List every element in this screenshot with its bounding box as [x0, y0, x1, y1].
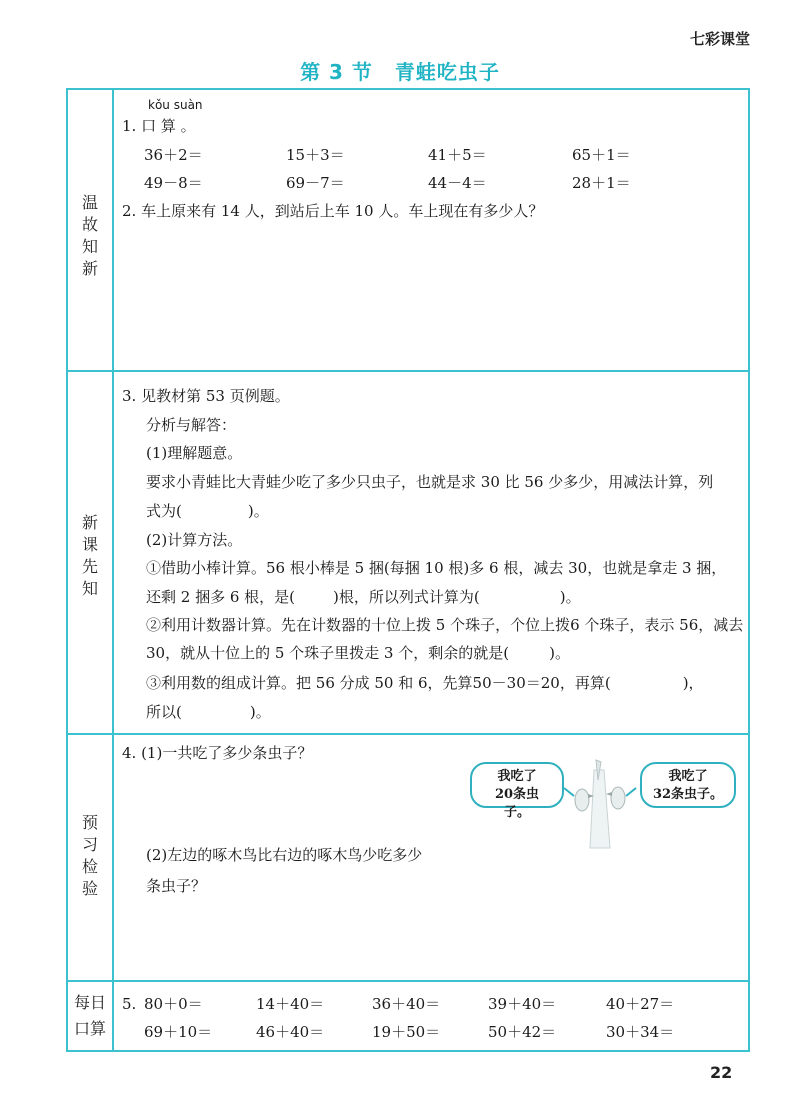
q3-line: ②利用计数器计算。先在计数器的十位上拨 5 个珠子，个位上拨6 个珠子，表示 56，减去: [146, 616, 744, 634]
section-label-preview: 预 习 检 验: [81, 813, 98, 898]
q2-text: 2. 车上原来有 14 人，到站后上车 10 人。车上现在有多少人？: [122, 202, 544, 220]
row-divider-2: [66, 733, 750, 735]
row-divider-1: [66, 370, 750, 372]
q5-item: 46＋40＝: [256, 1023, 325, 1041]
q1-item: 28＋1＝: [572, 174, 631, 192]
q1-item: 65＋1＝: [572, 146, 631, 164]
speech-bubble-left: 我吃了 20条虫子。: [470, 762, 564, 808]
q3-line: 30，就从十位上的 5 个珠子里拨走 3 个，剩余的就是( )。: [146, 644, 570, 662]
q3-line: 还剩 2 捆多 6 根，是( )根，所以列式计算为( )。: [146, 588, 581, 606]
q1-item: 36＋2＝: [144, 146, 203, 164]
q5-item: 50＋42＝: [488, 1023, 557, 1041]
q5-item: 40＋27＝: [606, 995, 675, 1013]
q3-line: 分析与解答：: [146, 416, 237, 434]
q5-number: 5.: [122, 995, 137, 1013]
label-column-divider: [112, 88, 114, 1052]
q1-item: 44－4＝: [428, 174, 487, 192]
q1-item: 41＋5＝: [428, 146, 487, 164]
q1-pinyin: kǒu suàn: [148, 98, 203, 112]
q3-line: 3. 见教材第 53 页例题。: [122, 387, 290, 405]
q5-item: 80＋0＝: [144, 995, 203, 1013]
q4-line: (2)左边的啄木鸟比右边的啄木鸟少吃多少: [146, 846, 423, 864]
q1-item: 49－8＝: [144, 174, 203, 192]
q3-line: 式为( )。: [146, 502, 269, 520]
q1-title: 1. 口 算 。: [122, 117, 196, 135]
speech-bubble-right: 我吃了 32条虫子。: [640, 762, 736, 808]
q3-line: ③利用数的组成计算。把 56 分成 50 和 6，先算50－30＝20，再算( )，: [146, 674, 704, 692]
q1-item: 15＋3＝: [286, 146, 345, 164]
section-label-daily: 每日 口算: [73, 993, 106, 1038]
page-title: [0, 56, 800, 85]
q3-line: ①借助小棒计算。56 根小棒是 5 捆(每捆 10 根)多 6 根，减去 30，也就是拿走 3 捆，: [146, 559, 727, 577]
q5-item: 19＋50＝: [372, 1023, 441, 1041]
section-number: 第 3 节: [300, 60, 373, 84]
section-label-review: 温 故 知 新: [81, 193, 98, 278]
q3-line: (1)理解题意。: [146, 444, 243, 462]
tree-woodpeckers-illustration: [560, 750, 640, 850]
q5-item: 36＋40＝: [372, 995, 441, 1013]
page-number: 22: [710, 1063, 733, 1082]
q5-item: 30＋34＝: [606, 1023, 675, 1041]
q3-line: (2)计算方法。: [146, 531, 243, 549]
q1-item: 69－7＝: [286, 174, 345, 192]
q4-line: 条虫子？: [146, 877, 207, 895]
brand-logo: 七彩课堂: [690, 30, 751, 48]
q5-item: 39＋40＝: [488, 995, 557, 1013]
section-label-new: 新 课 先 知: [81, 513, 98, 598]
q4-line: 4. (1)一共吃了多少条虫子？: [122, 744, 313, 762]
q5-item: 69＋10＝: [144, 1023, 213, 1041]
q3-line: 要求小青蛙比大青蛙少吃了多少只虫子，也就是求 30 比 56 少多少，用减法计算，列: [146, 473, 714, 491]
row-divider-3: [66, 980, 750, 982]
section-title: 青蛙吃虫子: [394, 60, 500, 84]
q5-item: 14＋40＝: [256, 995, 325, 1013]
q3-line: 所以( )。: [146, 703, 271, 721]
